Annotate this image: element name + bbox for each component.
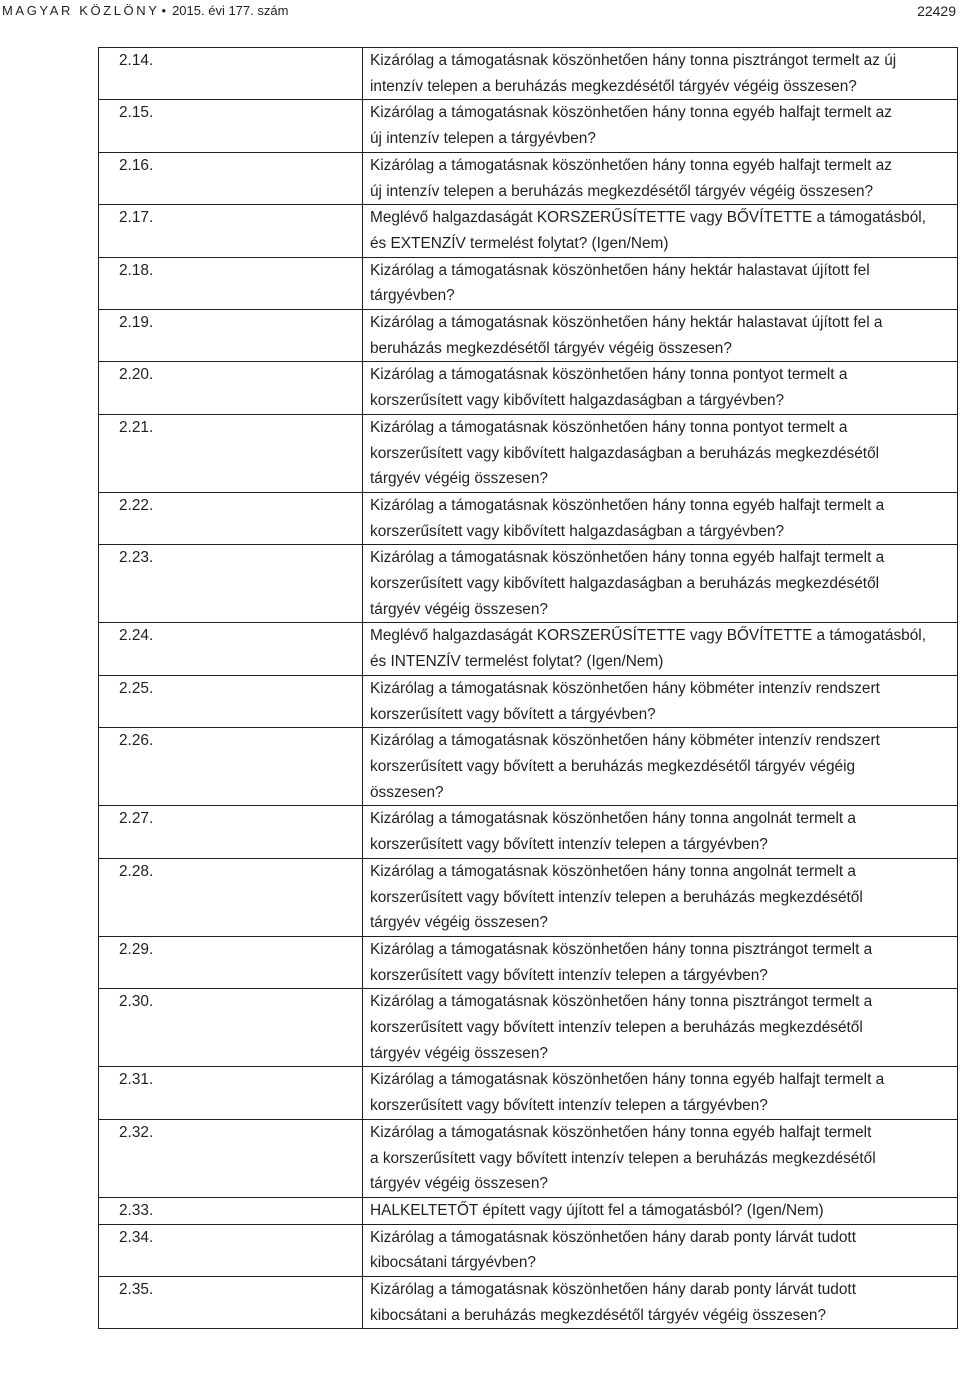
item-number: 2.27. [99, 806, 363, 858]
question-line: Kizárólag a támogatásnak köszönhetően hány köbméter intenzív rendszert [370, 679, 880, 697]
question-line: tárgyév végéig összesen? [370, 914, 548, 932]
item-number: 2.26. [99, 728, 363, 806]
question-line: Kizárólag a támogatásnak köszönhetően hány tonna pisztrángot termelt a [370, 940, 873, 958]
header-bullet: • [161, 3, 167, 18]
question-line: a korszerűsített vagy bővített intenzív telepen a beruházás megkezdésétől [370, 1149, 876, 1167]
question-text [363, 152, 958, 204]
table-row [99, 806, 958, 858]
item-number: 2.25. [99, 675, 363, 727]
item-number: 2.18. [99, 257, 363, 309]
question-line: kibocsátani a beruházás megkezdésétől tárgyév végéig összesen? [370, 1306, 827, 1324]
question-line: Kizárólag a támogatásnak köszönhetően hány tonna egyéb halfajt termelt az [370, 104, 892, 122]
question-line: korszerűsített vagy kibővített halgazdaságban a tárgyévben? [370, 392, 785, 410]
question-text [363, 205, 958, 257]
item-number: 2.15. [99, 100, 363, 152]
item-number: 2.20. [99, 362, 363, 414]
question-line: korszerűsített vagy bővített intenzív telepen a tárgyévben? [370, 836, 768, 854]
table-row [99, 858, 958, 936]
question-line: Kizárólag a támogatásnak köszönhetően hány tonna pisztrángot termelt az új [370, 52, 897, 69]
journal-title: MAGYAR KÖZLÖNY [2, 3, 160, 18]
question-line: összesen? [370, 783, 444, 801]
table-row [99, 414, 958, 492]
item-number: 2.35. [99, 1277, 363, 1329]
question-line: tárgyév végéig összesen? [370, 470, 548, 488]
question-line: Kizárólag a támogatásnak köszönhetően hány tonna egyéb halfajt termelt a [370, 1071, 885, 1089]
table-row [99, 48, 958, 100]
table-row [99, 100, 958, 152]
question-line: korszerűsített vagy kibővített halgazdaságban a beruházás megkezdésétől [370, 444, 880, 462]
question-line: korszerűsített vagy bővített a tárgyévben? [370, 705, 656, 723]
question-line: tárgyév végéig összesen? [370, 1175, 548, 1193]
question-line: Kizárólag a támogatásnak köszönhetően hány tonna pontyot termelt a [370, 366, 848, 384]
table-row [99, 205, 958, 257]
question-text [363, 623, 958, 675]
item-number: 2.21. [99, 414, 363, 492]
question-text [363, 1277, 958, 1329]
running-header [2, 3, 288, 18]
question-text [363, 545, 958, 623]
question-line: korszerűsített vagy bővített intenzív telepen a beruházás megkezdésétől [370, 1019, 863, 1037]
table-row [99, 989, 958, 1067]
item-number: 2.22. [99, 492, 363, 544]
question-line: korszerűsített vagy bővített a beruházás megkezdésétől tárgyév végéig [370, 757, 856, 775]
table-row [99, 545, 958, 623]
question-line: Kizárólag a támogatásnak köszönhetően hány tonna egyéb halfajt termelt a [370, 496, 885, 514]
table-row [99, 675, 958, 727]
table-row [99, 1224, 958, 1276]
question-line: Kizárólag a támogatásnak köszönhetően hány darab ponty lárvát tudott [370, 1281, 856, 1299]
item-number: 2.23. [99, 545, 363, 623]
table-row [99, 623, 958, 675]
question-text [363, 1224, 958, 1276]
question-line: új intenzív telepen a tárgyévben? [370, 130, 596, 148]
question-line: és INTENZÍV termelést folytat? (Igen/Nem) [370, 653, 664, 671]
item-number: 2.34. [99, 1224, 363, 1276]
question-line: tárgyév végéig összesen? [370, 1044, 548, 1062]
question-text [363, 257, 958, 309]
question-text [363, 806, 958, 858]
question-line: új intenzív telepen a beruházás megkezdésétől tárgyév végéig összesen? [370, 182, 874, 200]
question-line: beruházás megkezdésétől tárgyév végéig összesen? [370, 339, 732, 357]
question-text [363, 675, 958, 727]
question-line: korszerűsített vagy kibővített halgazdaságban a tárgyévben? [370, 522, 785, 540]
item-number: 2.14. [99, 48, 363, 100]
question-line: intenzív telepen a beruházás megkezdésétől tárgyév végéig összesen? [370, 77, 857, 95]
question-text [363, 1197, 958, 1224]
questions-table [98, 47, 958, 1329]
table-row [99, 152, 958, 204]
question-line: Kizárólag a támogatásnak köszönhetően hány tonna pontyot termelt a [370, 418, 848, 436]
item-number: 2.31. [99, 1067, 363, 1119]
question-line: Kizárólag a támogatásnak köszönhetően hány tonna pisztrángot termelt a [370, 993, 873, 1011]
table-row [99, 1067, 958, 1119]
question-line: Kizárólag a támogatásnak köszönhetően hány tonna angolnát termelt a [370, 810, 856, 828]
table-row [99, 936, 958, 988]
question-line: Kizárólag a támogatásnak köszönhetően hány darab ponty lárvát tudott [370, 1228, 856, 1246]
question-text [363, 100, 958, 152]
question-line: korszerűsített vagy kibővített halgazdaságban a beruházás megkezdésétől [370, 575, 880, 593]
question-text [363, 1119, 958, 1197]
table-row [99, 362, 958, 414]
question-line: korszerűsített vagy bővített intenzív telepen a tárgyévben? [370, 1097, 768, 1115]
question-text [363, 728, 958, 806]
question-line: és EXTENZÍV termelést folytat? (Igen/Nem) [370, 234, 669, 252]
table-row [99, 257, 958, 309]
table-row [99, 728, 958, 806]
table-row [99, 492, 958, 544]
table-row [99, 1119, 958, 1197]
question-line: tárgyév végéig összesen? [370, 600, 548, 618]
question-text [363, 362, 958, 414]
table-row [99, 1277, 958, 1329]
question-line: HALKELTETŐT épített vagy újított fel a támogatásból? (Igen/Nem) [370, 1201, 824, 1219]
question-line: Kizárólag a támogatásnak köszönhetően hány hektár halastavat újított fel a [370, 314, 883, 332]
item-number: 2.29. [99, 936, 363, 988]
question-line: Kizárólag a támogatásnak köszönhetően hány tonna egyéb halfajt termelt [370, 1123, 872, 1141]
issue-label: 2015. évi 177. szám [172, 3, 289, 18]
question-text [363, 414, 958, 492]
item-number: 2.30. [99, 989, 363, 1067]
question-line: Kizárólag a támogatásnak köszönhetően hány tonna egyéb halfajt termelt a [370, 549, 885, 567]
item-number: 2.16. [99, 152, 363, 204]
question-text [363, 310, 958, 362]
question-line: korszerűsített vagy bővített intenzív telepen a tárgyévben? [370, 966, 768, 984]
item-number: 2.17. [99, 205, 363, 257]
table-row [99, 1197, 958, 1224]
item-number: 2.28. [99, 858, 363, 936]
item-number: 2.33. [99, 1197, 363, 1224]
question-line: Kizárólag a támogatásnak köszönhetően hány hektár halastavat újított fel [370, 261, 870, 279]
question-text [363, 1067, 958, 1119]
page-header [0, 0, 960, 28]
page-number: 22429 [917, 3, 956, 19]
question-text [363, 492, 958, 544]
question-text [363, 989, 958, 1067]
table-row [99, 310, 958, 362]
item-number: 2.24. [99, 623, 363, 675]
question-line: Kizárólag a támogatásnak köszönhetően hány köbméter intenzív rendszert [370, 732, 880, 750]
item-number: 2.19. [99, 310, 363, 362]
question-line: kibocsátani tárgyévben? [370, 1254, 536, 1272]
question-text [363, 858, 958, 936]
question-line: Kizárólag a támogatásnak köszönhetően hány tonna egyéb halfajt termelt az [370, 156, 892, 174]
question-text [363, 48, 958, 100]
question-text [363, 936, 958, 988]
question-line: Meglévő halgazdaságát KORSZERŰSÍTETTE vagy BŐVÍTETTE a támogatásból, [370, 627, 927, 645]
question-line: Meglévő halgazdaságát KORSZERŰSÍTETTE vagy BŐVÍTETTE a támogatásból, [370, 209, 927, 227]
question-line: korszerűsített vagy bővített intenzív telepen a beruházás megkezdésétől [370, 888, 863, 906]
question-line: tárgyévben? [370, 287, 455, 305]
question-line: Kizárólag a támogatásnak köszönhetően hány tonna angolnát termelt a [370, 862, 856, 880]
item-number: 2.32. [99, 1119, 363, 1197]
